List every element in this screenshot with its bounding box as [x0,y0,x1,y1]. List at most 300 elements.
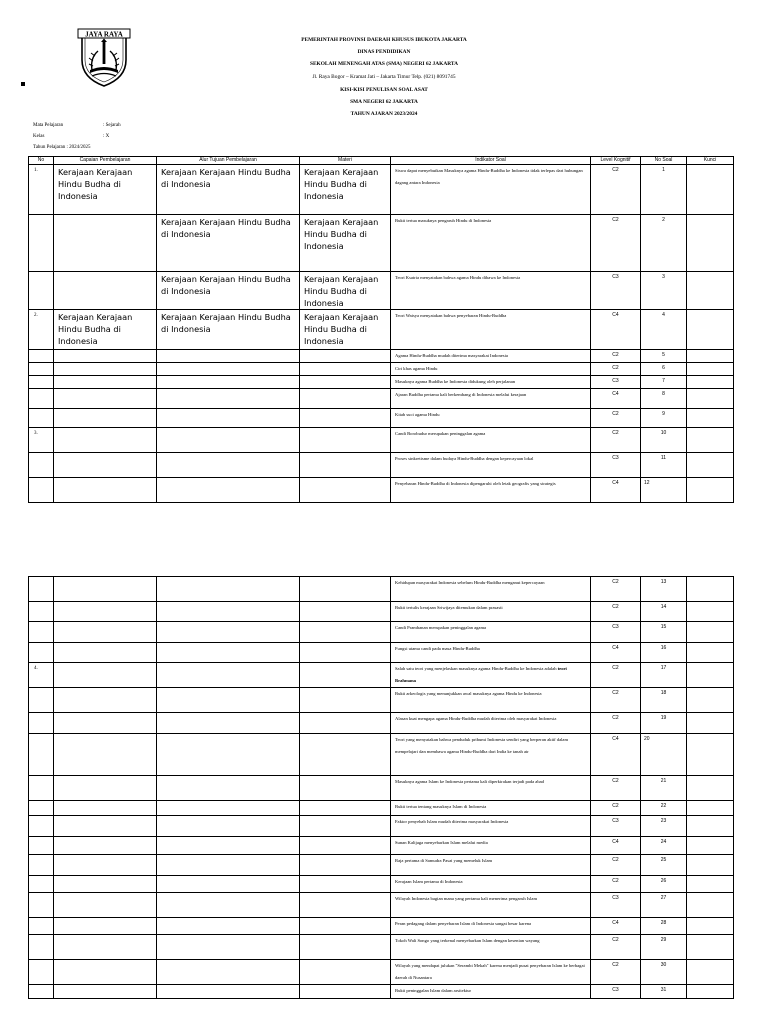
cell-indikator [391,985,591,999]
cell-capaian: Kerajaan Kerajaan Hindu Budha di Indonesia [54,310,157,350]
cell-materi [300,985,391,999]
cell-nosoal: 14 [641,602,687,622]
cell-nosoal: 21 [641,776,687,801]
cell-no [29,389,54,409]
col-header-nosoal: No Soal [641,157,687,165]
col-header-indikator: Indikator Soal [391,157,591,165]
cell-no [29,713,54,734]
cell-indikator [391,713,591,734]
table-row [29,272,734,310]
cell-materi [300,622,391,643]
cell-nosoal: 23 [641,816,687,837]
cell-kunci [687,376,734,389]
cell-no: 1. [29,165,54,215]
cell-level: C4 [591,389,641,409]
cell-level: C3 [591,622,641,643]
col-header-capaian: Capaian Pembelajaran [54,157,157,165]
cell-alur [157,876,300,893]
cell-indikator [391,663,591,688]
cell-indikator [391,876,591,893]
cell-materi [300,776,391,801]
cell-no: 3. [29,428,54,453]
table-row [29,855,734,876]
cell-capaian [54,688,157,713]
cell-capaian [54,363,157,376]
table-row [29,409,734,428]
cell-indikator [391,816,591,837]
cell-alur: Kerajaan Kerajaan Hindu Budha di Indonesia [157,215,300,272]
indikator-text: Teori yang menyatakan bahwa penduduk pribumi Indonesia sendiri yang berperan aktif dalam mempelajari dan membawa agama Hindu-Buddha dari India ke tanah air [395,737,569,754]
cell-kunci [687,985,734,999]
cell-materi: Kerajaan Kerajaan Hindu Budha di Indonesia [300,310,391,350]
cell-alur [157,622,300,643]
cell-alur [157,643,300,663]
cell-alur [157,776,300,801]
cell-no [29,776,54,801]
cell-capaian [54,855,157,876]
table-row [29,643,734,663]
cell-nosoal: 26 [641,876,687,893]
cell-kunci [687,855,734,876]
cell-alur [157,453,300,478]
cell-level: C3 [591,453,641,478]
cell-nosoal: 12 [641,478,687,503]
table-row [29,688,734,713]
cell-capaian [54,389,157,409]
cell-nosoal: 19 [641,713,687,734]
cell-kunci [687,918,734,935]
cell-materi [300,893,391,918]
cell-level: C2 [591,876,641,893]
cell-kunci [687,801,734,816]
cell-level: C2 [591,688,641,713]
indikator-text: Faktor penyebab Islam mudah diterima masyarakat Indonesia [395,819,509,824]
cell-materi [300,734,391,776]
cell-alur [157,376,300,389]
col-header-alur: Alur Tujuan Pembelajaran [157,157,300,165]
indikator-text: Bukti tertua tentang masuknya Islam di Indonesia [395,804,487,809]
cell-nosoal: 28 [641,918,687,935]
cell-alur [157,918,300,935]
cell-no [29,643,54,663]
cell-level: C2 [591,801,641,816]
cell-level: C2 [591,409,641,428]
cell-no [29,918,54,935]
cell-materi [300,801,391,816]
table-row [29,376,734,389]
cell-capaian [54,272,157,310]
cell-indikator: Teori Ksatria menyatakan bahwa agama Hindu dibawa ke Indonesia [391,272,591,310]
indikator-text: Bukti peninggalan Islam dalam arsitektur [395,988,472,993]
cell-materi [300,816,391,837]
logo-text: JAYA RAYA [85,30,123,39]
cell-indikator [391,893,591,918]
cell-no [29,376,54,389]
cell-level: C3 [591,816,641,837]
cell-capaian [54,837,157,855]
table-row [29,876,734,893]
cell-alur [157,602,300,622]
cell-indikator: Ciri khas agama Hindu [391,363,591,376]
cell-capaian [54,918,157,935]
indikator-text: Tokoh Wali Songo yang terkenal menyebarkan Islam dengan kesenian wayang [395,938,540,943]
cell-no [29,409,54,428]
cell-level: C2 [591,215,641,272]
meta-subject [33,123,121,129]
cell-kunci [687,663,734,688]
table-header-row [29,157,734,165]
indikator-text: Salah satu teori yang menjelaskan masuknya agama Hindu-Buddha ke Indonesia adalah [395,666,557,671]
cell-alur [157,893,300,918]
cell-level: C3 [591,272,641,310]
cell-no [29,960,54,985]
table-row [29,935,734,960]
cell-capaian [54,663,157,688]
table-row [29,713,734,734]
meta-class-value: : X [103,134,110,139]
cell-kunci [687,478,734,503]
cell-indikator: Masuknya agama Buddha ke Indonesia didukung oleh perjalanan [391,376,591,389]
cell-level: C3 [591,985,641,999]
kisi-table-page-2 [28,576,734,999]
cell-no [29,478,54,503]
cell-level: C2 [591,350,641,363]
cell-kunci [687,363,734,376]
cell-kunci [687,215,734,272]
cell-alur [157,389,300,409]
jaya-raya-emblem-icon [76,26,132,88]
cell-kunci [687,734,734,776]
indikator-text: Masuknya agama Islam ke Indonesia pertama kali diperkirakan terjadi pada abad [395,779,544,784]
cell-indikator: Candi Borobudur merupakan peninggalan agama [391,428,591,453]
cell-kunci [687,165,734,215]
cell-level: C2 [591,428,641,453]
cell-capaian [54,428,157,453]
cell-materi [300,350,391,363]
cell-capaian [54,893,157,918]
cell-materi: Kerajaan Kerajaan Hindu Budha di Indonesia [300,215,391,272]
cell-alur [157,409,300,428]
cell-alur: Kerajaan Kerajaan Hindu Budha di Indonesia [157,272,300,310]
cell-materi [300,713,391,734]
cell-indikator [391,622,591,643]
cell-nosoal: 20 [641,734,687,776]
cell-alur [157,713,300,734]
cell-indikator: Penyebaran Hindu-Buddha di Indonesia dipengaruhi oleh letak geografis yang strategis [391,478,591,503]
doc-subtitle-year: TAHUN AJARAN 2023/2024 [350,111,418,117]
cell-alur [157,734,300,776]
cell-alur: Kerajaan Kerajaan Hindu Budha di Indonesia [157,165,300,215]
meta-class-label: Kelas [33,134,45,139]
table-row [29,816,734,837]
cell-indikator: Teori Waisya menyatakan bahwa penyebaran Hindu-Buddha [391,310,591,350]
cell-indikator: Ajaran Buddha pertama kali berkembang di Indonesia melalui kerajaan [391,389,591,409]
cell-materi [300,855,391,876]
cell-level: C2 [591,165,641,215]
cell-capaian [54,643,157,663]
cell-kunci [687,776,734,801]
cell-indikator: Bukti tertua masuknya pengaruh Hindu di Indonesia [391,215,591,272]
cell-capaian [54,215,157,272]
cell-indikator [391,960,591,985]
cell-nosoal: 13 [641,577,687,602]
cell-no: 4. [29,663,54,688]
cell-indikator: Kitab suci agama Hindu [391,409,591,428]
cell-kunci [687,837,734,855]
cell-alur [157,478,300,503]
cell-kunci [687,960,734,985]
cell-kunci [687,622,734,643]
cell-indikator [391,776,591,801]
cell-capaian [54,622,157,643]
cell-alur [157,428,300,453]
table-row [29,622,734,643]
kisi-table-page-1 [28,156,734,503]
cell-indikator [391,837,591,855]
cell-no [29,734,54,776]
cell-level: C2 [591,663,641,688]
cell-capaian [54,960,157,985]
cell-no: 2. [29,310,54,350]
cell-nosoal: 2 [641,215,687,272]
cell-no [29,453,54,478]
cell-materi [300,363,391,376]
indikator-text: Alasan kuat mengapa agama Hindu-Buddha mudah diterima oleh masyarakat Indonesia [395,716,557,721]
cell-kunci [687,577,734,602]
table-row [29,985,734,999]
cell-no [29,363,54,376]
table-row [29,776,734,801]
indikator-text: Fungsi utama candi pada masa Hindu-Buddha [395,646,480,651]
cell-capaian [54,801,157,816]
cell-capaian [54,734,157,776]
table-row [29,960,734,985]
cell-kunci [687,350,734,363]
cell-nosoal: 29 [641,935,687,960]
table-row [29,350,734,363]
cell-indikator [391,918,591,935]
cell-materi [300,960,391,985]
indikator-text: Candi Prambanan merupakan peninggalan agama [395,625,487,630]
meta-year: Tahun Pelajaran : 2024/2025 [33,145,91,150]
table-row [29,663,734,688]
cell-no [29,837,54,855]
table-row [29,389,734,409]
table-row [29,734,734,776]
cell-kunci [687,602,734,622]
cell-capaian [54,602,157,622]
cell-capaian [54,713,157,734]
cell-materi [300,663,391,688]
cell-alur [157,837,300,855]
cell-capaian: Kerajaan Kerajaan Hindu Budha di Indonesia [54,165,157,215]
cell-level: C2 [591,602,641,622]
table-row [29,428,734,453]
cell-no [29,272,54,310]
cell-indikator [391,801,591,816]
table-row [29,577,734,602]
cell-indikator: Proses sinkretisme dalam budaya Hindu-Buddha dengan kepercayaan lokal [391,453,591,478]
cell-indikator [391,855,591,876]
cell-level: C2 [591,363,641,376]
cell-level: C2 [591,960,641,985]
cell-level: C4 [591,478,641,503]
meta-subject-value: : Sejarah [103,123,121,128]
cell-nosoal: 18 [641,688,687,713]
cell-no [29,215,54,272]
bullet-marker [21,82,25,86]
indikator-text: Kerajaan Islam pertama di Indonesia [395,879,463,884]
cell-capaian [54,453,157,478]
cell-capaian [54,409,157,428]
cell-no [29,935,54,960]
cell-nosoal: 1 [641,165,687,215]
cell-nosoal: 15 [641,622,687,643]
table-row [29,837,734,855]
cell-nosoal: 9 [641,409,687,428]
cell-nosoal: 8 [641,389,687,409]
cell-materi [300,643,391,663]
cell-nosoal: 11 [641,453,687,478]
cell-indikator [391,577,591,602]
cell-kunci [687,453,734,478]
cell-no [29,622,54,643]
cell-indikator [391,734,591,776]
table-row [29,215,734,272]
cell-nosoal: 30 [641,960,687,985]
cell-level: C3 [591,893,641,918]
cell-materi [300,918,391,935]
cell-nosoal: 22 [641,801,687,816]
cell-capaian [54,478,157,503]
meta-class [33,134,110,140]
cell-materi [300,688,391,713]
col-header-materi: Materi [300,157,391,165]
cell-capaian [54,350,157,363]
cell-materi [300,389,391,409]
table-row [29,453,734,478]
cell-level: C4 [591,918,641,935]
doc-subtitle-school: SMA NEGERI 62 JAKARTA [350,99,418,105]
cell-nosoal: 7 [641,376,687,389]
cell-nosoal: 31 [641,985,687,999]
cell-nosoal: 24 [641,837,687,855]
cell-level: C2 [591,577,641,602]
table-row [29,918,734,935]
cell-level: C4 [591,310,641,350]
cell-materi [300,876,391,893]
cell-level: C2 [591,935,641,960]
cell-alur [157,855,300,876]
table-row [29,893,734,918]
cell-materi [300,577,391,602]
cell-nosoal: 10 [641,428,687,453]
col-header-level: Level Kognitif [591,157,641,165]
table-row [29,602,734,622]
cell-materi [300,935,391,960]
cell-no [29,801,54,816]
cell-level: C2 [591,855,641,876]
cell-level: C4 [591,837,641,855]
header-school: SEKOLAH MENENGAH ATAS (SMA) NEGERI 62 JAKARTA [309,61,459,67]
indikator-text: Wilayah yang mendapat julukan "Serambi Mekah" karena menjadi pusat penyebaran Islam ke berbagai daerah di Nusantara [395,963,585,980]
indikator-text: Kehidupan masyarakat Indonesia sebelum Hindu-Buddha menganut kepercayaan [395,580,545,585]
cell-alur [157,577,300,602]
cell-kunci [687,893,734,918]
cell-nosoal: 17 [641,663,687,688]
indikator-bold-text: teori Brahmana [395,666,567,683]
header-government: PEMERINTAH PROVINSI DAERAH KHUSUS IBUKOTA JAKARTA [301,37,467,43]
indikator-text: Raja pertama di Samudra Pasai yang memeluk Islam [395,858,493,863]
cell-alur [157,816,300,837]
cell-no [29,876,54,893]
cell-alur [157,985,300,999]
cell-capaian [54,935,157,960]
cell-materi [300,478,391,503]
cell-kunci [687,310,734,350]
cell-indikator [391,688,591,713]
cell-alur [157,960,300,985]
cell-kunci [687,409,734,428]
cell-level: C4 [591,643,641,663]
cell-kunci [687,428,734,453]
cell-no [29,688,54,713]
cell-alur [157,801,300,816]
cell-capaian [54,985,157,999]
cell-nosoal: 3 [641,272,687,310]
col-header-kunci: Kunci [687,157,734,165]
table-row [29,310,734,350]
cell-materi [300,428,391,453]
cell-alur [157,688,300,713]
indikator-text: Peran pedagang dalam penyebaran Islam di Indonesia sangat besar karena [395,921,532,926]
cell-materi [300,837,391,855]
cell-materi [300,453,391,478]
cell-kunci [687,389,734,409]
cell-indikator [391,643,591,663]
cell-kunci [687,816,734,837]
cell-no [29,985,54,999]
cell-no [29,893,54,918]
cell-capaian [54,816,157,837]
cell-level: C2 [591,776,641,801]
table-row [29,801,734,816]
doc-title: KISI-KISI PENULISAN SOAL ASAT [340,87,428,93]
cell-kunci [687,688,734,713]
cell-nosoal: 25 [641,855,687,876]
cell-nosoal: 4 [641,310,687,350]
cell-capaian [54,376,157,389]
indikator-text: Wilayah Indonesia bagian mana yang pertama kali menerima pengaruh Islam [395,896,538,901]
cell-materi [300,602,391,622]
col-header-no: No [29,157,54,165]
cell-materi: Kerajaan Kerajaan Hindu Budha di Indonesia [300,165,391,215]
cell-no [29,350,54,363]
table-row [29,165,734,215]
indikator-text: Sunan Kalijaga menyebarkan Islam melalui media [395,840,488,845]
cell-no [29,602,54,622]
cell-nosoal: 5 [641,350,687,363]
cell-kunci [687,643,734,663]
cell-alur [157,663,300,688]
cell-materi [300,376,391,389]
cell-capaian [54,577,157,602]
indikator-text: Bukti arkeologis yang menunjukkan awal masuknya agama Hindu ke Indonesia [395,691,542,696]
cell-nosoal: 16 [641,643,687,663]
cell-alur [157,363,300,376]
cell-level: C3 [591,376,641,389]
cell-no [29,577,54,602]
